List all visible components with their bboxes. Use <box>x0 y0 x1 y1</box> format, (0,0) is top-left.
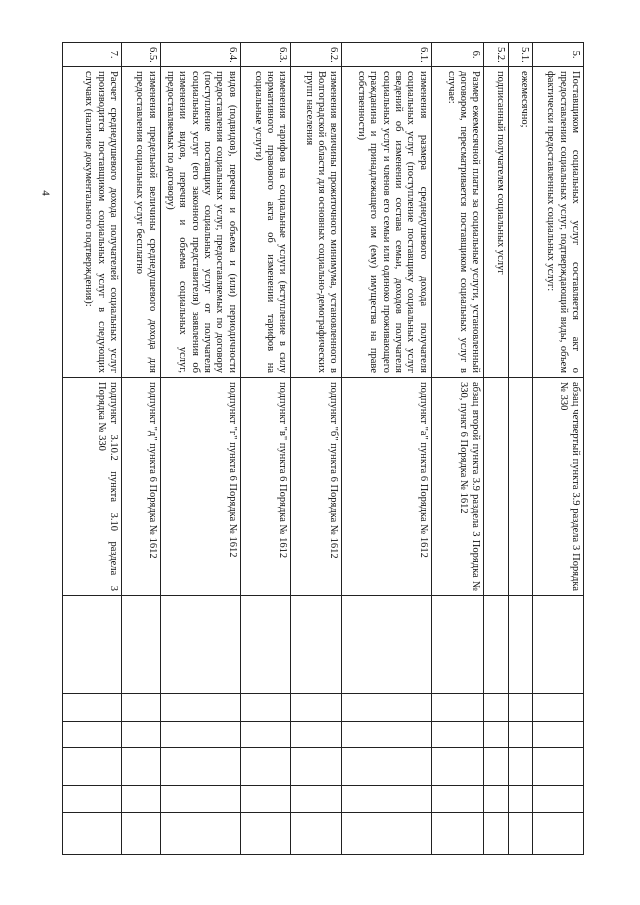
requirement-text: ежемесячно; <box>508 67 532 378</box>
table-row <box>160 43 240 855</box>
checklist-table <box>62 42 584 855</box>
table-row <box>63 43 122 855</box>
answer-cell[interactable] <box>508 596 532 694</box>
answer-cell[interactable] <box>63 722 122 748</box>
answer-cell[interactable] <box>431 786 484 813</box>
row-number: 7. <box>63 43 122 67</box>
answer-cell[interactable] <box>342 748 431 786</box>
answer-cell[interactable] <box>342 786 431 813</box>
answer-cell[interactable] <box>291 596 342 694</box>
answer-cell[interactable] <box>240 786 291 813</box>
answer-cell[interactable] <box>122 694 161 722</box>
answer-cell[interactable] <box>240 813 291 855</box>
answer-cell[interactable] <box>160 813 240 855</box>
answer-cell[interactable] <box>533 786 584 813</box>
row-number: 6.1. <box>342 43 431 67</box>
requirement-text: видов (подвидов), перечня и объема и (или) периодичности предоставления социальных услуг, предоставляемых по договору (поступление поставщику социальных услуг от получателя социальных услуг (его законного представителя) заявления об изменении видов, перечня и объема социальных услуг, предоставляемых по договору) <box>160 67 240 378</box>
legal-reference: подпункт "б" пункта 6 Порядка № 1612 <box>291 378 342 596</box>
answer-cell[interactable] <box>240 596 291 694</box>
answer-cell[interactable] <box>160 748 240 786</box>
answer-cell[interactable] <box>122 748 161 786</box>
requirement-text: изменения предельной величины среднедушевого дохода для предоставления социальных услуг бесплатно <box>122 67 161 378</box>
answer-cell[interactable] <box>533 722 584 748</box>
answer-cell[interactable] <box>291 722 342 748</box>
table-row <box>431 43 484 855</box>
requirement-text: Поставщиком социальных услуг составляется акт о предоставлении социальных услуг, подтверждающий виды, объем фактически предоставленных социальных услуг: <box>533 67 584 378</box>
answer-cell[interactable] <box>122 722 161 748</box>
answer-cell[interactable] <box>122 813 161 855</box>
row-number: 6.4. <box>160 43 240 67</box>
answer-cell[interactable] <box>508 722 532 748</box>
answer-cell[interactable] <box>240 748 291 786</box>
answer-cell[interactable] <box>533 748 584 786</box>
answer-cell[interactable] <box>484 748 508 786</box>
legal-reference <box>508 378 532 596</box>
legal-reference: подпункт "д" пункта 6 Порядка № 1612 <box>122 378 161 596</box>
table-row <box>342 43 431 855</box>
answer-cell[interactable] <box>160 596 240 694</box>
answer-cell[interactable] <box>508 748 532 786</box>
answer-cell[interactable] <box>240 722 291 748</box>
answer-cell[interactable] <box>484 722 508 748</box>
table-row <box>508 43 532 855</box>
table-row <box>291 43 342 855</box>
answer-cell[interactable] <box>122 596 161 694</box>
answer-cell[interactable] <box>63 596 122 694</box>
answer-cell[interactable] <box>431 694 484 722</box>
answer-cell[interactable] <box>160 694 240 722</box>
answer-cell[interactable] <box>431 596 484 694</box>
page-number: 4 <box>39 190 52 196</box>
row-number: 6.5. <box>122 43 161 67</box>
legal-reference: подпункт "а" пункта 6 Порядка № 1612 <box>342 378 431 596</box>
legal-reference: абзац второй пункта 3.9 раздела 3 Порядка № 330, пункт 6 Порядка № 1612 <box>431 378 484 596</box>
table-row <box>533 43 584 855</box>
requirement-text: Размер ежемесячной платы за социальные услуги, установленный договором, пересматривается поставщиком социальных услуг в случае: <box>431 67 484 378</box>
answer-cell[interactable] <box>431 813 484 855</box>
answer-cell[interactable] <box>484 596 508 694</box>
legal-reference: подпункт "в" пункта 6 Порядка № 1612 <box>240 378 291 596</box>
answer-cell[interactable] <box>63 786 122 813</box>
answer-cell[interactable] <box>342 722 431 748</box>
requirement-text: подписанный получателем социальных услуг <box>484 67 508 378</box>
rotated-page-content <box>62 42 584 854</box>
answer-cell[interactable] <box>484 694 508 722</box>
row-number: 5.1. <box>508 43 532 67</box>
answer-cell[interactable] <box>508 786 532 813</box>
legal-reference <box>484 378 508 596</box>
table-row <box>484 43 508 855</box>
legal-reference: абзац четвертый пункта 3.9 раздела 3 Порядка № 330 <box>533 378 584 596</box>
answer-cell[interactable] <box>342 694 431 722</box>
answer-cell[interactable] <box>291 748 342 786</box>
answer-cell[interactable] <box>291 813 342 855</box>
legal-reference: подпункт "г" пункта 6 Порядка № 1612 <box>160 378 240 596</box>
answer-cell[interactable] <box>240 694 291 722</box>
table-row <box>122 43 161 855</box>
answer-cell[interactable] <box>508 813 532 855</box>
requirement-text: изменения размера среднедушевого дохода получателя социальных услуг (поступление поставщику социальных услуг сведений об изменении состава семьи, доходов получателя социальных услуг и членов его семьи или одиноко проживающего гражданина и принадлежащего им (ему) имущества на праве собственности) <box>342 67 431 378</box>
answer-cell[interactable] <box>508 694 532 722</box>
answer-cell[interactable] <box>533 813 584 855</box>
row-number: 6.2. <box>291 43 342 67</box>
answer-cell[interactable] <box>63 748 122 786</box>
answer-cell[interactable] <box>484 786 508 813</box>
answer-cell[interactable] <box>122 786 161 813</box>
answer-cell[interactable] <box>160 722 240 748</box>
row-number: 5. <box>533 43 584 67</box>
answer-cell[interactable] <box>431 722 484 748</box>
legal-reference: подпункт 3.10.2 пункта 3.10 раздела 3 Порядка № 330 <box>63 378 122 596</box>
row-number: 5.2. <box>484 43 508 67</box>
answer-cell[interactable] <box>431 748 484 786</box>
answer-cell[interactable] <box>342 596 431 694</box>
requirement-text: изменения тарифов на социальные услуги (вступление в силу нормативного правового акта об изменении тарифов на социальные услуги) <box>240 67 291 378</box>
requirement-text: Расчет среднедушевого дохода получателей социальных услуг производится поставщиком социальных услуг в следующих случаях (наличие документального подтверждения): <box>63 67 122 378</box>
row-number: 6. <box>431 43 484 67</box>
answer-cell[interactable] <box>63 694 122 722</box>
answer-cell[interactable] <box>533 596 584 694</box>
answer-cell[interactable] <box>160 786 240 813</box>
requirement-text: изменения величины прожиточного минимума, установленного в Волгоградской области для основных социально-демографических групп населения <box>291 67 342 378</box>
answer-cell[interactable] <box>533 694 584 722</box>
table-row <box>240 43 291 855</box>
answer-cell[interactable] <box>291 694 342 722</box>
answer-cell[interactable] <box>291 786 342 813</box>
answer-cell[interactable] <box>484 813 508 855</box>
answer-cell[interactable] <box>63 813 122 855</box>
row-number: 6.3. <box>240 43 291 67</box>
answer-cell[interactable] <box>342 813 431 855</box>
